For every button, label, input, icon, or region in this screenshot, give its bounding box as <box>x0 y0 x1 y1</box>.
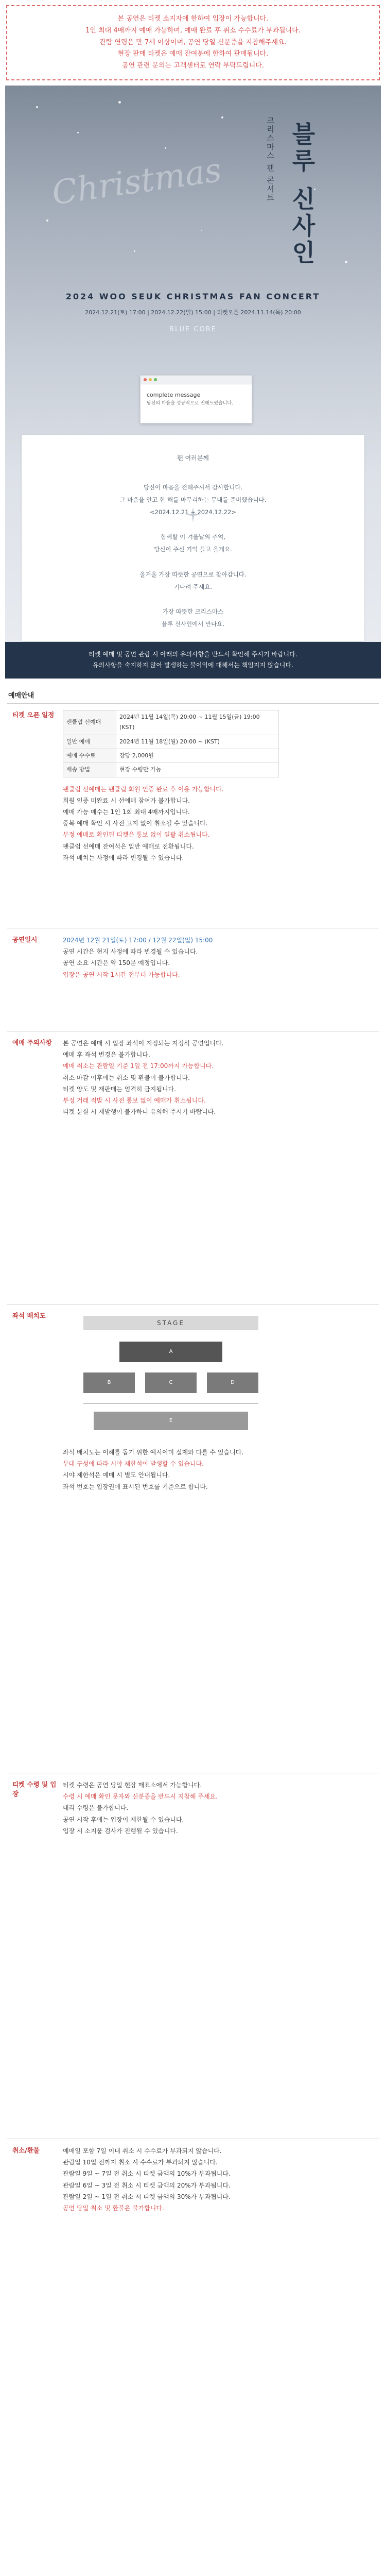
list-item: 관람일 6일 ~ 3일 전 취소 시 티켓 금액의 20%가 부과됩니다. <box>63 2181 231 2189</box>
snowflake-icon <box>201 230 202 231</box>
table-row <box>63 710 279 735</box>
table-cell: 2024년 11월 14일(목) 20:00 ~ 11월 15일(금) 19:00 (KST) <box>116 710 279 735</box>
notice-line: 1인 최대 4매까지 예매 가능하며, 예매 완료 후 취소 수수료가 부과됩니다. <box>85 26 301 35</box>
table-row <box>63 763 279 777</box>
notice-line: 본 공연은 티켓 소지자에 한하여 입장이 가능합니다. <box>117 15 269 23</box>
letter-section <box>5 364 381 642</box>
seat-map-label: 좌석 배치도 <box>12 1311 46 1319</box>
list-item: 티켓 수령은 공연 당일 현장 매표소에서 가능합니다. <box>63 1781 202 1789</box>
snowflake-icon <box>77 132 79 133</box>
list-item: 본 공연은 예매 시 입장 좌석이 지정되는 지정석 공연입니다. <box>63 1039 224 1047</box>
list-item: 관람일 9일 ~ 7일 전 취소 시 티켓 금액의 10%가 부과됩니다. <box>63 2170 231 2178</box>
letter-paper <box>22 435 364 641</box>
list-item: 팬클럽 선예매 잔여석은 일반 예매로 전환됩니다. <box>63 842 194 850</box>
date-row <box>7 928 379 1026</box>
seat-map-content <box>63 1311 372 1493</box>
letter-body <box>22 481 364 631</box>
snowflake-icon <box>345 261 347 263</box>
hero-title: 블루 신사인 <box>288 121 316 267</box>
notice-line: 관람 연령은 만 7세 이상이며, 공연 당일 신분증을 지참해주세요. <box>99 38 287 46</box>
hero-banner <box>5 86 381 364</box>
stage-block: STAGE <box>83 1316 258 1330</box>
snowflake-icon <box>36 106 38 108</box>
schedule-table <box>63 710 279 777</box>
close-dot-icon[interactable] <box>144 378 147 381</box>
list-item: 공연 당일 취소 및 환불은 불가합니다. <box>63 2204 164 2212</box>
reservation-caution-content <box>63 1038 372 1117</box>
list-item: 좌석 배치는 사정에 따라 변경될 수 있습니다. <box>63 854 184 861</box>
table-cell: 현장 수령만 가능 <box>116 763 279 777</box>
seat-block[interactable]: E <box>94 1412 248 1430</box>
popup-titlebar <box>141 376 252 384</box>
complete-message-popup <box>140 375 252 423</box>
entry-content <box>63 1780 372 1837</box>
list-item: 시야 제한석은 예매 시 별도 안내됩니다. <box>63 1471 170 1479</box>
date-value: 2024년 12월 21일(토) 17:00 / 12월 22일(일) 15:00 <box>63 936 213 944</box>
table-cell: 장당 2,000원 <box>116 749 279 762</box>
list-item: 중복 예매 확인 시 사전 고지 없이 취소될 수 있습니다. <box>63 820 208 827</box>
seat-map <box>63 1311 279 1439</box>
letter-line: 함께할 이 겨울날의 추억, <box>161 533 225 541</box>
entry-row <box>7 1773 379 2134</box>
notice-line: 현장 판매 티켓은 예매 잔여분에 한하여 판매됩니다. <box>117 50 269 58</box>
date-content <box>63 935 372 980</box>
list-item: 입장 시 소지품 검사가 진행될 수 있습니다. <box>63 1827 178 1835</box>
list-item: 좌석 배치도는 이해를 돕기 위한 예시이며 실제와 다를 수 있습니다. <box>63 1448 244 1456</box>
warning-line: 유의사항을 숙지하지 않아 발생하는 불이익에 대해서는 책임지지 않습니다. <box>93 662 293 669</box>
letter-line: <2024.12.21 ~ 2024.12.22> <box>150 509 236 516</box>
info-section-title: 예매안내 <box>8 691 34 700</box>
refund-row <box>7 2139 379 2576</box>
list-item: 예매 취소는 관람일 기준 1일 전 17:00까지 가능합니다. <box>63 1062 214 1070</box>
letter-line: 가장 따뜻한 크리스마스 <box>162 608 224 616</box>
reservation-caution-label: 예매 주의사항 <box>12 1038 52 1046</box>
seat-block[interactable]: D <box>207 1372 258 1393</box>
table-cell: 2024년 11월 18일(월) 20:00 ~ (KST) <box>116 735 279 749</box>
letter-line: 기다려 주세요. <box>174 583 212 590</box>
concert-dates: 2024.12.21(토) 17:00 | 2024.12.22(일) 15:00 | 티켓오픈 2024.11.14(목) 20:00 <box>85 309 301 316</box>
reservation-caution-row <box>7 1031 379 1299</box>
hero-subtitle: 크리스마스 팬 콘서트 <box>266 116 275 202</box>
list-item: 예매 가능 매수는 1인 1회 최대 4매까지입니다. <box>63 808 190 816</box>
letter-line: 당신이 마음을 전해주셔서 감사합니다. <box>143 483 243 491</box>
page <box>0 5 386 2576</box>
list-item: 팬클럽 선예매는 팬클럽 회원 인증 완료 후 이용 가능합니다. <box>63 785 224 793</box>
snowflake-icon <box>165 147 166 149</box>
concert-name: 2024 WOO SEUK CHRISTMAS FAN CONCERT <box>65 291 321 301</box>
seat-map-row <box>7 1304 379 1768</box>
snowflake-icon <box>46 219 48 222</box>
list-item: 공연 시작 후에는 입장이 제한될 수 있습니다. <box>63 1816 184 1823</box>
info-section <box>7 686 379 2576</box>
refund-label: 취소/환불 <box>12 2146 40 2154</box>
table-cell: 배송 방법 <box>63 763 116 777</box>
list-item: 공연 시간은 현지 사정에 따라 변경될 수 있습니다. <box>63 948 198 956</box>
schedule-content <box>63 710 372 863</box>
refund-content <box>63 2145 372 2214</box>
list-item: 관람일 10일 전까지 취소 시 수수료가 부과되지 않습니다. <box>63 2159 218 2166</box>
list-item: 티켓 분실 시 재발행이 불가하니 유의해 주시기 바랍니다. <box>63 1108 216 1116</box>
letter-line <box>22 593 364 605</box>
list-item: 공연 소요 시간은 약 150분 예정입니다. <box>63 959 170 967</box>
list-item: 티켓 양도 및 재판매는 엄격히 금지됩니다. <box>63 1085 176 1093</box>
letter-greeting: 팬 여러분께 <box>177 454 209 462</box>
list-item: 좌석 번호는 입장권에 표시된 번호를 기준으로 합니다. <box>63 1483 208 1490</box>
seat-block[interactable]: A <box>119 1342 222 1362</box>
schedule-row <box>7 703 379 925</box>
list-item: 회원 인증 미완료 시 선예매 참여가 불가합니다. <box>63 796 190 804</box>
top-notice-box <box>6 5 380 80</box>
table-row <box>63 749 279 762</box>
warning-line: 티켓 예매 및 공연 관람 시 아래의 유의사항을 반드시 확인해 주시기 바랍니다. <box>89 650 297 658</box>
table-cell: 일반 예매 <box>63 735 116 749</box>
list-item: 대리 수령은 불가합니다. <box>63 1804 129 1812</box>
table-cell: 팬클럽 선예매 <box>63 710 116 735</box>
minimize-dot-icon[interactable] <box>149 378 152 381</box>
list-item: 부정 예매로 확인된 티켓은 통보 없이 일괄 취소됩니다. <box>63 831 210 839</box>
seat-block[interactable]: C <box>145 1372 197 1393</box>
popup-title: complete message <box>147 391 201 398</box>
table-row <box>63 735 279 749</box>
floor-divider <box>83 1403 258 1404</box>
letter-line: 블루 신사인에서 만나요. <box>161 620 225 628</box>
seat-block[interactable]: B <box>83 1372 135 1393</box>
schedule-label: 티켓 오픈 일정 <box>12 710 55 719</box>
popup-message: 당신의 마음을 성공적으로 전해드렸습니다. <box>147 400 233 406</box>
letter-line <box>22 556 364 568</box>
letter-line <box>22 518 364 531</box>
hero-script-text: Christmas <box>49 151 224 213</box>
snowflake-icon <box>221 116 223 118</box>
notice-line: 공연 관련 문의는 고객센터로 연락 부탁드립니다. <box>122 62 264 70</box>
list-item: 부정 거래 적발 시 사전 통보 없이 예매가 취소됩니다. <box>63 1096 206 1104</box>
letter-line: 그 마음을 안고 한 해를 마무리하는 무대를 준비했습니다. <box>119 496 267 503</box>
letter-line: 당신이 주신 기억 들고 올게요. <box>154 546 232 553</box>
list-item: 수령 시 예매 확인 문자와 신분증을 반드시 지참해 주세요. <box>63 1793 218 1801</box>
list-item: 예매일 포함 7일 이내 취소 시 수수료가 부과되지 않습니다. <box>63 2147 222 2155</box>
letter-line: 올겨울 가장 따뜻한 공연으로 찾아갑니다. <box>139 570 247 578</box>
table-cell: 예매 수수료 <box>63 749 116 762</box>
date-label: 공연일시 <box>12 935 38 943</box>
list-item: 무대 구성에 따라 시야 제한석이 발생할 수 있습니다. <box>63 1460 204 1468</box>
brand-logo: BLUE CORE <box>169 325 217 333</box>
warning-banner <box>5 642 381 679</box>
entry-label: 티켓 수령 및 입장 <box>12 1780 57 1798</box>
snowflake-icon <box>118 101 121 104</box>
list-item: 관람일 2일 ~ 1일 전 취소 시 티켓 금액의 30%가 부과됩니다. <box>63 2193 231 2200</box>
list-item: 예매 후 좌석 변경은 불가합니다. <box>63 1051 150 1059</box>
maximize-dot-icon[interactable] <box>154 378 157 381</box>
list-item: 취소 마감 이후에는 취소 및 환불이 불가합니다. <box>63 1074 190 1081</box>
snowflake-icon <box>134 250 135 252</box>
list-item: 입장은 공연 시작 1시간 전부터 가능합니다. <box>63 971 180 978</box>
